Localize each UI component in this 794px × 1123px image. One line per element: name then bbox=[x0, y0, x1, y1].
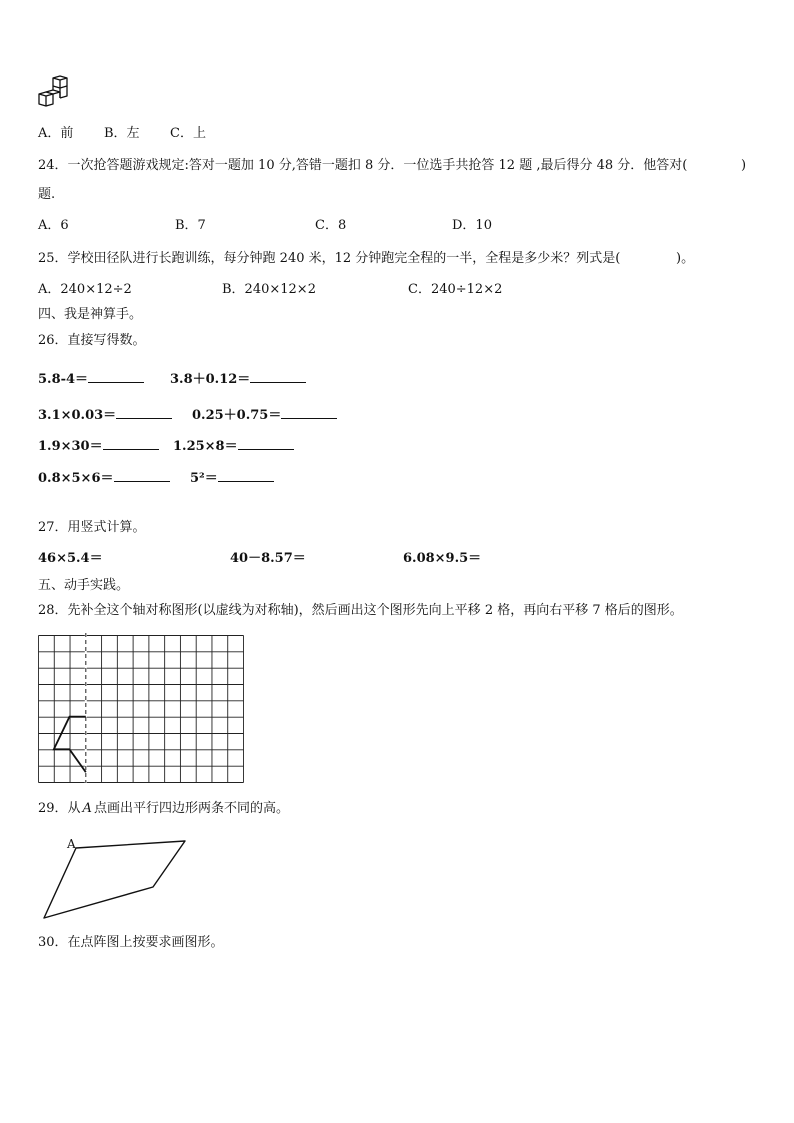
q29-title bbox=[38, 801, 289, 817]
q26-item-1 bbox=[38, 370, 144, 388]
q26-expr-2: 3.8＋0.12＝ bbox=[170, 372, 251, 387]
q24-option-b[interactable]: B．7 bbox=[175, 218, 206, 233]
q26-item-5 bbox=[38, 437, 159, 455]
q25-question: 25．学校田径队进行长跑训练，每分钟跑 240 米，12 分钟跑完全程的一半，全程是多少米？列式是( bbox=[38, 251, 621, 266]
q29-vertex-label: A bbox=[67, 837, 76, 851]
q23-option-c[interactable]: C．上 bbox=[170, 126, 206, 141]
q26-expr-1: 5.8-4＝ bbox=[38, 372, 89, 387]
q27-item-2: 40－8.57＝ bbox=[230, 551, 306, 566]
q26-answer-blank-7[interactable] bbox=[114, 469, 170, 482]
q24-question-line1: 24．一次抢答题游戏规定:答对一题加 10 分,答错一题扣 8 分．一位选手共抢答 12 题 ,最后得分 48 分．他答对( bbox=[38, 158, 688, 173]
q27-title: 27．用竖式计算。 bbox=[38, 520, 146, 535]
q29-parallelogram-shape bbox=[44, 841, 185, 918]
q26-title: 26．直接写得数。 bbox=[38, 333, 146, 348]
q26-item-3 bbox=[38, 406, 172, 424]
q27-item-1: 46×5.4＝ bbox=[38, 551, 103, 566]
q26-expr-7: 0.8×5×6＝ bbox=[38, 471, 114, 486]
q26-answer-blank-3[interactable] bbox=[116, 406, 172, 419]
q28-grid[interactable] bbox=[38, 635, 244, 783]
q26-answer-blank-1[interactable] bbox=[88, 370, 144, 383]
q26-item-2 bbox=[170, 370, 306, 388]
q28-title: 28．先补全这个轴对称图形(以虚线为对称轴)，然后画出这个图形先向上平移 2 格，再向右平移 7 格后的图形。 bbox=[38, 603, 683, 618]
q26-expr-8: 5²＝ bbox=[190, 471, 218, 486]
q24-paren-close: ) bbox=[741, 158, 747, 173]
q25-option-c[interactable]: C．240÷12×2 bbox=[408, 282, 503, 297]
cube-stack-figure bbox=[36, 74, 76, 114]
q23-option-a[interactable]: A．前 bbox=[38, 126, 74, 141]
q30-title: 30．在点阵图上按要求画图形。 bbox=[38, 935, 224, 950]
q26-item-6 bbox=[173, 437, 294, 455]
section5-title: 五、动手实践。 bbox=[38, 578, 130, 593]
q26-expr-6: 1.25×8＝ bbox=[173, 439, 238, 454]
q25-option-b[interactable]: B．240×12×2 bbox=[222, 282, 316, 297]
q26-expr-3: 3.1×0.03＝ bbox=[38, 408, 117, 423]
q24-option-d[interactable]: D．10 bbox=[452, 218, 492, 233]
q25-option-a[interactable]: A．240×12÷2 bbox=[38, 282, 132, 297]
section4-title: 四、我是神算手。 bbox=[38, 307, 143, 322]
q24-option-c[interactable]: C．8 bbox=[315, 218, 347, 233]
q26-answer-blank-6[interactable] bbox=[238, 437, 294, 450]
q26-item-7 bbox=[38, 469, 170, 487]
q25-paren-close: )。 bbox=[676, 251, 695, 266]
q26-answer-blank-2[interactable] bbox=[250, 370, 306, 383]
q26-answer-blank-8[interactable] bbox=[218, 469, 274, 482]
q29-title-variable: A bbox=[82, 801, 92, 816]
q26-answer-blank-5[interactable] bbox=[103, 437, 159, 450]
q24-option-a[interactable]: A．6 bbox=[38, 218, 69, 233]
q29-title-suffix: 点画出平行四边形两条不同的高。 bbox=[93, 801, 289, 816]
q24-question-line2: 题. bbox=[38, 187, 56, 202]
q26-expr-4: 0.25＋0.75＝ bbox=[192, 408, 282, 423]
q27-item-3: 6.08×9.5＝ bbox=[403, 551, 482, 566]
q26-expr-5: 1.9×30＝ bbox=[38, 439, 103, 454]
q26-answer-blank-4[interactable] bbox=[281, 406, 337, 419]
q26-item-8 bbox=[190, 469, 274, 487]
q23-option-b[interactable]: B．左 bbox=[104, 126, 140, 141]
q29-parallelogram[interactable] bbox=[40, 838, 190, 920]
q26-item-4 bbox=[192, 406, 337, 424]
q29-title-prefix: 29．从 bbox=[38, 801, 81, 816]
